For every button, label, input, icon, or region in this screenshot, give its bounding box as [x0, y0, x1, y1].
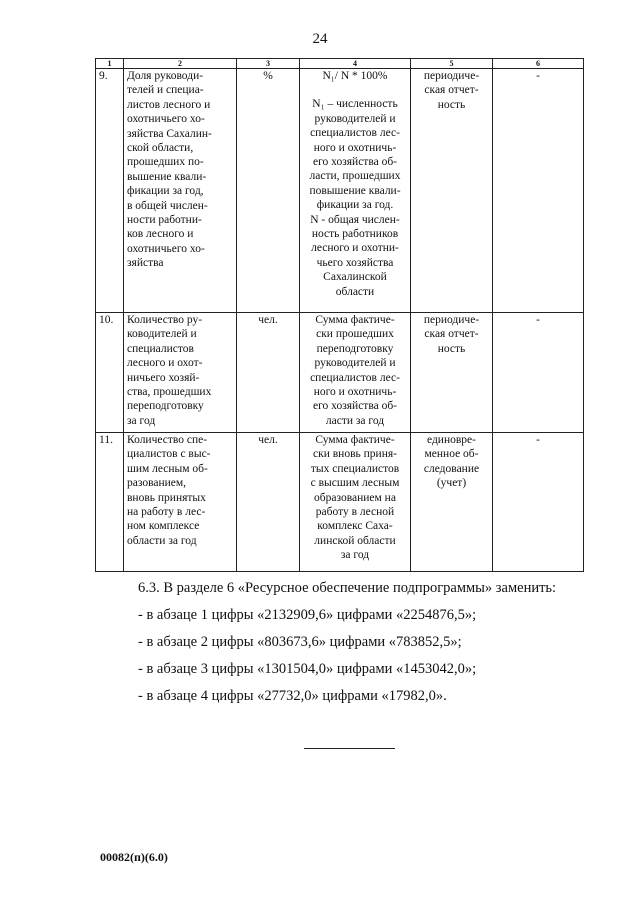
data-source	[411, 69, 493, 313]
cell-line: 11.	[99, 434, 113, 446]
calculation-method	[300, 69, 411, 313]
cell-line: ской области,	[127, 142, 194, 155]
cell-line: ски вновь приня-	[313, 448, 397, 461]
replacement-item: - в абзаце 3 цифры «1301504,0» цифрами «1453042,0»;	[138, 661, 477, 677]
page-number: 24	[312, 31, 328, 47]
cell-line: телей и специа-	[127, 84, 204, 97]
indicator-name	[124, 433, 237, 572]
header-cell: 4	[300, 59, 411, 69]
extra-cell	[493, 433, 584, 572]
document-code: 00082(п)(6.0)	[100, 850, 168, 864]
cell-line: Количество ру-	[127, 314, 203, 326]
cell-line: в общей числен-	[127, 199, 208, 212]
cell-line: области за год	[127, 534, 197, 547]
cell-line: переподготовку	[316, 342, 394, 355]
cell-line: (учет)	[436, 477, 467, 490]
cell-line: 9.	[99, 70, 108, 82]
cell-line: следование	[423, 462, 480, 475]
cell-line: за год	[127, 414, 156, 427]
cell-line: линской области	[314, 534, 396, 547]
header-cell: 5	[411, 59, 493, 69]
cell-line: его хозяйства об-	[312, 400, 398, 413]
cell-line: Сумма фактиче-	[315, 434, 395, 446]
cell-line: ков лесного и	[127, 228, 194, 241]
cell-line: ласти, прошедших	[309, 170, 401, 183]
section-paragraph: 6.3. В разделе 6 «Ресурсное обеспечение подпрограммы» заменить:	[138, 580, 557, 596]
cell-line: области	[335, 285, 375, 298]
cell-line: фикации за год,	[127, 185, 204, 198]
cell-line: охотничьего хо-	[127, 113, 205, 126]
cell-line: менное об-	[424, 448, 479, 461]
cell-line: ном комплексе	[127, 520, 200, 533]
cell-line: -	[536, 434, 540, 446]
cell-line: периодиче-	[423, 314, 480, 326]
cell-line: лесного и охотни-	[311, 242, 399, 255]
line-gap	[303, 83, 407, 97]
header-cell: 3	[237, 59, 300, 69]
cell-line: лесного и охот-	[127, 357, 203, 370]
cell-line: комплекс Саха-	[317, 520, 393, 533]
cell-line: повышение квали-	[309, 184, 401, 197]
cell-line: тых специалистов	[310, 462, 400, 475]
cell-line: Количество спе-	[127, 434, 208, 446]
cell-line: ководителей и	[127, 328, 197, 341]
cell-line: -	[536, 70, 540, 82]
cell-line: фикации за год.	[316, 199, 394, 212]
cell-line: ного и охотничь-	[313, 141, 397, 154]
calculation-method	[300, 313, 411, 433]
unit-cell	[237, 313, 300, 433]
extra-cell	[493, 69, 584, 313]
cell-line: переподготовку	[127, 400, 204, 413]
indicator-name	[124, 313, 237, 433]
cell-line: N - общая числен-	[310, 213, 400, 226]
cell-line: чел.	[258, 314, 278, 326]
row-number	[96, 69, 124, 313]
cell-line: вновь принятых	[127, 491, 206, 504]
cell-line: специалистов лес-	[310, 127, 400, 140]
cell-line: Сахалинской	[323, 271, 387, 284]
cell-line: ская отчет-	[424, 84, 479, 97]
cell-line: шим лесным об-	[127, 462, 208, 475]
table-header-row	[96, 59, 584, 69]
cell-line: охотничьего хо-	[127, 242, 205, 255]
cell-line: руководителей и	[314, 357, 396, 370]
header-cell: 1	[96, 59, 124, 69]
replacement-item: - в абзаце 1 цифры «2132909,6» цифрами «2254876,5»;	[138, 607, 477, 623]
cell-line: ничьего хозяй-	[127, 371, 200, 384]
cell-line: ность	[437, 342, 466, 355]
cell-line: разованием,	[127, 477, 187, 490]
cell-line: с высшим лесным	[310, 477, 400, 490]
cell-line: ски прошедших	[316, 328, 394, 341]
cell-line: на работу в лес-	[127, 506, 206, 519]
cell-line: ства, прошедших	[127, 386, 212, 399]
cell-line: Сумма фактиче-	[315, 314, 395, 326]
row-number	[96, 433, 124, 572]
extra-cell	[493, 313, 584, 433]
indicator-name	[124, 69, 237, 313]
cell-line: вышение квали-	[127, 170, 207, 183]
cell-line: циалистов с выс-	[127, 448, 211, 461]
cell-line: зяйства	[127, 257, 164, 270]
cell-line: ность работников	[311, 228, 399, 241]
cell-line: -	[536, 314, 540, 326]
indicator-table	[95, 58, 584, 572]
cell-line: специалистов лес-	[310, 371, 400, 384]
table-row	[96, 69, 584, 313]
cell-line: руководителей и	[314, 112, 396, 125]
header-cell: 6	[493, 59, 584, 69]
cell-line: ного и охотничь-	[313, 386, 397, 399]
cell-line: Доля руководи-	[127, 70, 204, 82]
cell-line: чьего хозяйства	[316, 256, 394, 269]
header-cell: 2	[124, 59, 237, 69]
cell-line: N₁ – численность	[312, 98, 398, 111]
cell-line: единовре-	[427, 434, 476, 446]
cell-line: работу в лесной	[315, 506, 395, 519]
cell-line: за год	[340, 549, 370, 562]
cell-line: листов лесного и	[127, 98, 211, 111]
cell-line: специалистов	[127, 342, 194, 355]
cell-line: ности работни-	[127, 214, 202, 227]
cell-line: его хозяйства об-	[312, 156, 398, 169]
cell-line: ность	[437, 98, 466, 111]
cell-line: ласти за год	[325, 414, 385, 427]
separator-line	[304, 748, 395, 749]
data-source	[411, 313, 493, 433]
cell-line: чел.	[258, 434, 278, 446]
cell-line: образованием на	[314, 491, 396, 504]
replacement-item: - в абзаце 4 цифры «27732,0» цифрами «17982,0».	[138, 688, 447, 704]
table-row	[96, 313, 584, 433]
table-row	[96, 433, 584, 572]
cell-line: прошедших по-	[127, 156, 204, 169]
cell-line: ская отчет-	[424, 328, 479, 341]
cell-line: %	[263, 70, 273, 82]
calculation-method	[300, 433, 411, 572]
data-source	[411, 433, 493, 572]
unit-cell	[237, 69, 300, 313]
replacement-item: - в абзаце 2 цифры «803673,6» цифрами «783852,5»;	[138, 634, 462, 650]
cell-line: зяйства Сахалин-	[127, 127, 212, 140]
row-number	[96, 313, 124, 433]
cell-line: N₁/ N * 100%	[322, 70, 388, 82]
unit-cell	[237, 433, 300, 572]
cell-line: 10.	[99, 314, 114, 326]
cell-line: периодиче-	[423, 70, 480, 82]
